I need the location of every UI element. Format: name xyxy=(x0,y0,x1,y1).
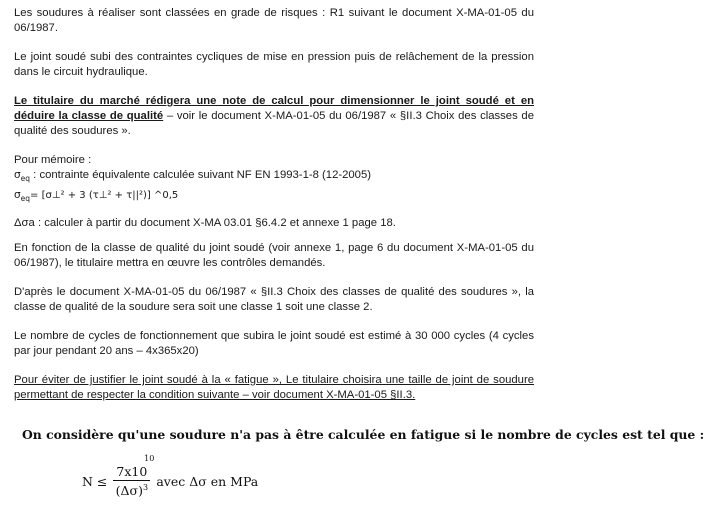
numerator-exponent: 10 xyxy=(144,454,155,463)
paragraph-cyclic-stress: Le joint soudé subi des contraintes cycliques de mise en pression puis de relâchement de la pression dans le circuit hydraulique. xyxy=(14,51,534,78)
equation-fraction xyxy=(113,454,155,498)
fatigue-statement: On considère qu'une soudure n'a pas à être calculée en fatigue si le nombre de cycles est tel que : xyxy=(22,427,704,442)
memo-label: Pour mémoire : xyxy=(14,154,92,166)
sigma-eq-formula-line xyxy=(14,188,534,206)
numerator-text: 7x10 xyxy=(116,464,148,479)
paragraph-fatigue-condition: Pour éviter de justifier le joint soudé à la « fatigue », Le titulaire choisira une taille de joint de soudure permettant de respecter la condition suivante – voir document X-MA-01-05 §II.3. xyxy=(14,374,534,401)
document-body xyxy=(14,6,534,417)
paragraph-cycle-count: Le nombre de cycles de fonctionnement que subira le joint soudé est estimé à 30 000 cycles (4 cycles par jour pendant 20 ans – 4x365x20) xyxy=(14,330,534,357)
sigma-eq-symbol-2: $\sigma_{eq}$ xyxy=(14,189,31,203)
sigma-eq-symbol: $\sigma_{eq}$ xyxy=(14,169,31,183)
equation-denominator xyxy=(116,481,148,498)
denominator-exponent: 3 xyxy=(142,483,149,492)
fatigue-equation xyxy=(82,456,258,506)
equation-lhs: N ≤ xyxy=(82,473,108,489)
denominator-text: (Δσ) xyxy=(115,483,143,498)
memo-block xyxy=(14,153,534,231)
delta-sigma-line: Δσa : calculer à partir du document X-MA 03.01 §6.4.2 et annexe 1 page 18. xyxy=(14,217,396,229)
paragraph-quality-class: D'après le document X-MA-01-05 du 06/1987 « §II.3 Choix des classes de qualité des soudures », la classe de qualité de la soudure sera soit une classe 1 soit une classe 2. xyxy=(14,286,534,313)
sigma-eq-formula: = [σ⊥² + 3 (τ⊥² + τ||²)] ^0,5 xyxy=(30,190,179,201)
equation-suffix: avec Δσ en MPa xyxy=(156,473,259,489)
sigma-eq-description: : contrainte équivalente calculée suivant NF EN 1993-1-8 (12-2005) xyxy=(30,169,372,181)
sigma-eq-line xyxy=(14,168,534,186)
paragraph-calculation-note xyxy=(14,94,534,139)
calculation-note-underlined: Le titulaire du marché rédigera une note de calcul pour dimensionner le joint soudé et en déduire la classe de qualité xyxy=(14,95,534,122)
paragraph-risk-grade: Les soudures à réaliser sont classées en grade de risques : R1 suivant le document X-MA-01-05 du 06/1987. xyxy=(14,7,534,34)
paragraph-quality-controls: En fonction de la classe de qualité du joint soudé (voir annexe 1, page 6 du document X-MA-01-05 du 06/1987), le titulaire mettra en œuvre les contrôles demandés. xyxy=(14,242,534,269)
equation-numerator xyxy=(113,454,155,481)
calculation-note-rest: – voir le document X-MA-01-05 du 06/1987 « §II.3 Choix des classes de qualité des soudures ». xyxy=(14,110,534,137)
